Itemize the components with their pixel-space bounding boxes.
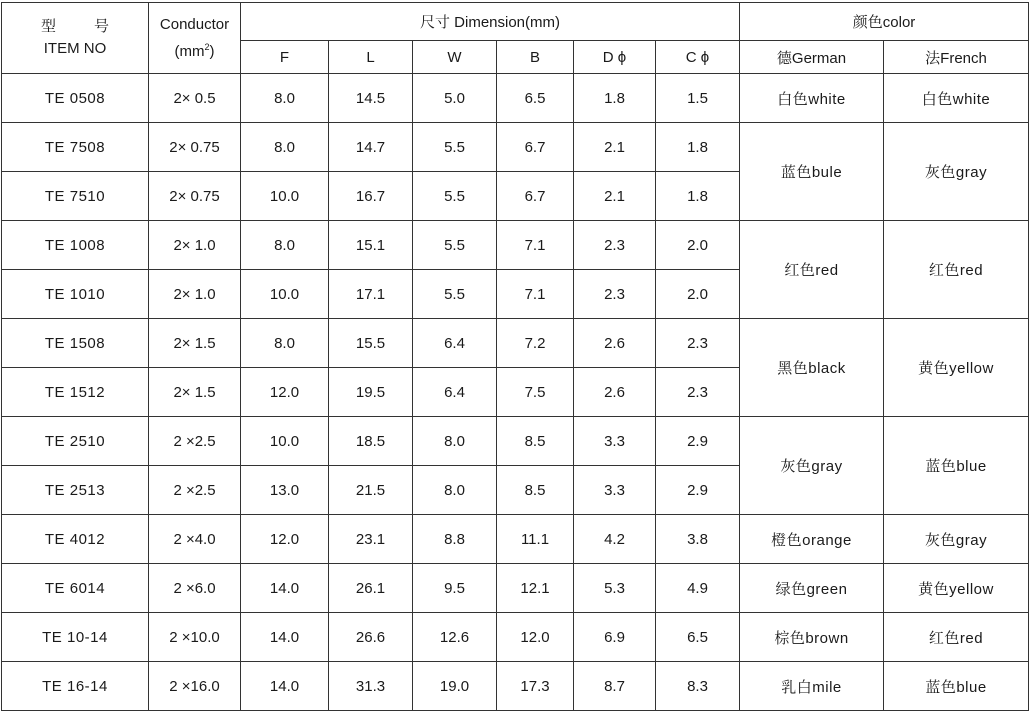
- col-header-l: L: [329, 41, 413, 74]
- german-color-cell: 蓝色bule: [740, 123, 884, 221]
- table-row: [2, 123, 1029, 172]
- item-no-header-en: ITEM NO: [43, 40, 107, 57]
- w-cell: 6.4: [413, 368, 497, 417]
- table-row: [2, 613, 1029, 662]
- b-cell: 7.2: [497, 319, 574, 368]
- french-color-cell: 白色white: [884, 74, 1029, 123]
- c-cell: 2.0: [656, 221, 740, 270]
- conductor-cell: 2× 1.0: [149, 270, 241, 319]
- c-cell: 4.9: [656, 564, 740, 613]
- item-no-cell: TE 1508: [2, 319, 149, 368]
- conductor-cell: 2 ×2.5: [149, 417, 241, 466]
- l-cell: 15.1: [329, 221, 413, 270]
- c-cell: 2.9: [656, 466, 740, 515]
- b-cell: 6.7: [497, 172, 574, 221]
- w-cell: 5.5: [413, 172, 497, 221]
- item-no-cell: TE 4012: [2, 515, 149, 564]
- l-cell: 18.5: [329, 417, 413, 466]
- c-cell: 2.0: [656, 270, 740, 319]
- item-no-cell: TE 2510: [2, 417, 149, 466]
- w-cell: 5.5: [413, 123, 497, 172]
- w-cell: 19.0: [413, 662, 497, 711]
- l-cell: 16.7: [329, 172, 413, 221]
- f-cell: 8.0: [241, 221, 329, 270]
- c-cell: 2.3: [656, 319, 740, 368]
- conductor-header: [149, 3, 241, 74]
- w-cell: 5.5: [413, 270, 497, 319]
- table-row: [2, 74, 1029, 123]
- german-color-cell: 绿色green: [740, 564, 884, 613]
- w-cell: 6.4: [413, 319, 497, 368]
- b-cell: 7.1: [497, 221, 574, 270]
- b-cell: 8.5: [497, 417, 574, 466]
- f-cell: 10.0: [241, 270, 329, 319]
- german-color-cell: 乳白mile: [740, 662, 884, 711]
- c-cell: 2.3: [656, 368, 740, 417]
- conductor-header-unit: $(mm^2)$: [174, 41, 215, 60]
- b-cell: 11.1: [497, 515, 574, 564]
- item-no-cell: TE 2513: [2, 466, 149, 515]
- l-cell: 17.1: [329, 270, 413, 319]
- d-cell: 2.1: [574, 123, 656, 172]
- conductor-cell: 2 ×10.0: [149, 613, 241, 662]
- conductor-header-label: Conductor: [159, 15, 230, 33]
- d-cell: 5.3: [574, 564, 656, 613]
- item-no-header: [2, 3, 149, 74]
- w-cell: 8.8: [413, 515, 497, 564]
- table-row: [2, 515, 1029, 564]
- f-cell: 8.0: [241, 123, 329, 172]
- item-no-cell: TE 6014: [2, 564, 149, 613]
- d-cell: 3.3: [574, 417, 656, 466]
- c-cell: 1.5: [656, 74, 740, 123]
- french-color-cell: 灰色gray: [884, 515, 1029, 564]
- l-cell: 14.7: [329, 123, 413, 172]
- german-color-cell: 橙色orange: [740, 515, 884, 564]
- l-cell: 23.1: [329, 515, 413, 564]
- french-color-cell: 蓝色blue: [884, 662, 1029, 711]
- table-row: [2, 319, 1029, 368]
- french-color-cell: 灰色gray: [884, 123, 1029, 221]
- b-cell: 7.5: [497, 368, 574, 417]
- table-row: [2, 221, 1029, 270]
- french-color-cell: 红色red: [884, 221, 1029, 319]
- w-cell: 9.5: [413, 564, 497, 613]
- item-no-cell: TE 7508: [2, 123, 149, 172]
- c-cell: 1.8: [656, 172, 740, 221]
- c-cell: 1.8: [656, 123, 740, 172]
- f-cell: 14.0: [241, 662, 329, 711]
- french-color-cell: 蓝色blue: [884, 417, 1029, 515]
- dimension-header: 尺寸 Dimension(mm): [241, 3, 740, 41]
- item-no-cell: TE 0508: [2, 74, 149, 123]
- col-header-d: D ϕ: [574, 41, 656, 74]
- f-cell: 12.0: [241, 515, 329, 564]
- item-no-cell: TE 1008: [2, 221, 149, 270]
- c-cell: 8.3: [656, 662, 740, 711]
- b-cell: 17.3: [497, 662, 574, 711]
- w-cell: 12.6: [413, 613, 497, 662]
- german-color-cell: 灰色gray: [740, 417, 884, 515]
- conductor-cell: 2× 1.5: [149, 319, 241, 368]
- col-header-f: F: [241, 41, 329, 74]
- b-cell: 6.7: [497, 123, 574, 172]
- w-cell: 5.5: [413, 221, 497, 270]
- c-cell: 3.8: [656, 515, 740, 564]
- conductor-cell: 2× 0.5: [149, 74, 241, 123]
- d-cell: 2.6: [574, 368, 656, 417]
- item-no-cell: TE 1512: [2, 368, 149, 417]
- conductor-cell: 2× 0.75: [149, 123, 241, 172]
- f-cell: 14.0: [241, 613, 329, 662]
- l-cell: 26.6: [329, 613, 413, 662]
- french-color-cell: 红色red: [884, 613, 1029, 662]
- l-cell: 31.3: [329, 662, 413, 711]
- table-row: [2, 417, 1029, 466]
- l-cell: 21.5: [329, 466, 413, 515]
- german-color-cell: 红色red: [740, 221, 884, 319]
- l-cell: 15.5: [329, 319, 413, 368]
- table-row: [2, 564, 1029, 613]
- table-row: [2, 662, 1029, 711]
- f-cell: 8.0: [241, 74, 329, 123]
- item-no-cell: TE 16-14: [2, 662, 149, 711]
- conductor-cell: 2× 1.0: [149, 221, 241, 270]
- french-color-cell: 黄色yellow: [884, 319, 1029, 417]
- l-cell: 14.5: [329, 74, 413, 123]
- conductor-cell: 2 ×4.0: [149, 515, 241, 564]
- w-cell: 8.0: [413, 417, 497, 466]
- c-cell: 2.9: [656, 417, 740, 466]
- d-cell: 4.2: [574, 515, 656, 564]
- f-cell: 14.0: [241, 564, 329, 613]
- c-cell: 6.5: [656, 613, 740, 662]
- col-header-b: B: [497, 41, 574, 74]
- item-no-cell: TE 7510: [2, 172, 149, 221]
- d-cell: 2.3: [574, 270, 656, 319]
- color-header: 颜色color: [740, 3, 1029, 41]
- w-cell: 5.0: [413, 74, 497, 123]
- conductor-cell: 2 ×2.5: [149, 466, 241, 515]
- d-cell: 8.7: [574, 662, 656, 711]
- b-cell: 12.0: [497, 613, 574, 662]
- col-header-french: 法French: [884, 41, 1029, 74]
- f-cell: 10.0: [241, 417, 329, 466]
- d-cell: 2.1: [574, 172, 656, 221]
- conductor-cell: 2× 1.5: [149, 368, 241, 417]
- d-cell: 2.6: [574, 319, 656, 368]
- german-color-cell: 黑色black: [740, 319, 884, 417]
- f-cell: 13.0: [241, 466, 329, 515]
- german-color-cell: 棕色brown: [740, 613, 884, 662]
- b-cell: 8.5: [497, 466, 574, 515]
- item-no-header-cn: 型号: [40, 18, 147, 35]
- f-cell: 8.0: [241, 319, 329, 368]
- f-cell: 12.0: [241, 368, 329, 417]
- d-cell: 6.9: [574, 613, 656, 662]
- terminal-spec-table: [1, 2, 1029, 711]
- conductor-cell: 2 ×6.0: [149, 564, 241, 613]
- l-cell: 26.1: [329, 564, 413, 613]
- d-cell: 3.3: [574, 466, 656, 515]
- german-color-cell: 白色white: [740, 74, 884, 123]
- conductor-cell: 2× 0.75: [149, 172, 241, 221]
- item-no-cell: TE 10-14: [2, 613, 149, 662]
- b-cell: 6.5: [497, 74, 574, 123]
- conductor-cell: 2 ×16.0: [149, 662, 241, 711]
- item-no-cell: TE 1010: [2, 270, 149, 319]
- col-header-w: W: [413, 41, 497, 74]
- w-cell: 8.0: [413, 466, 497, 515]
- d-cell: 1.8: [574, 74, 656, 123]
- l-cell: 19.5: [329, 368, 413, 417]
- french-color-cell: 黄色yellow: [884, 564, 1029, 613]
- col-header-c: C ϕ: [656, 41, 740, 74]
- col-header-german: 德German: [740, 41, 884, 74]
- b-cell: 7.1: [497, 270, 574, 319]
- f-cell: 10.0: [241, 172, 329, 221]
- b-cell: 12.1: [497, 564, 574, 613]
- d-cell: 2.3: [574, 221, 656, 270]
